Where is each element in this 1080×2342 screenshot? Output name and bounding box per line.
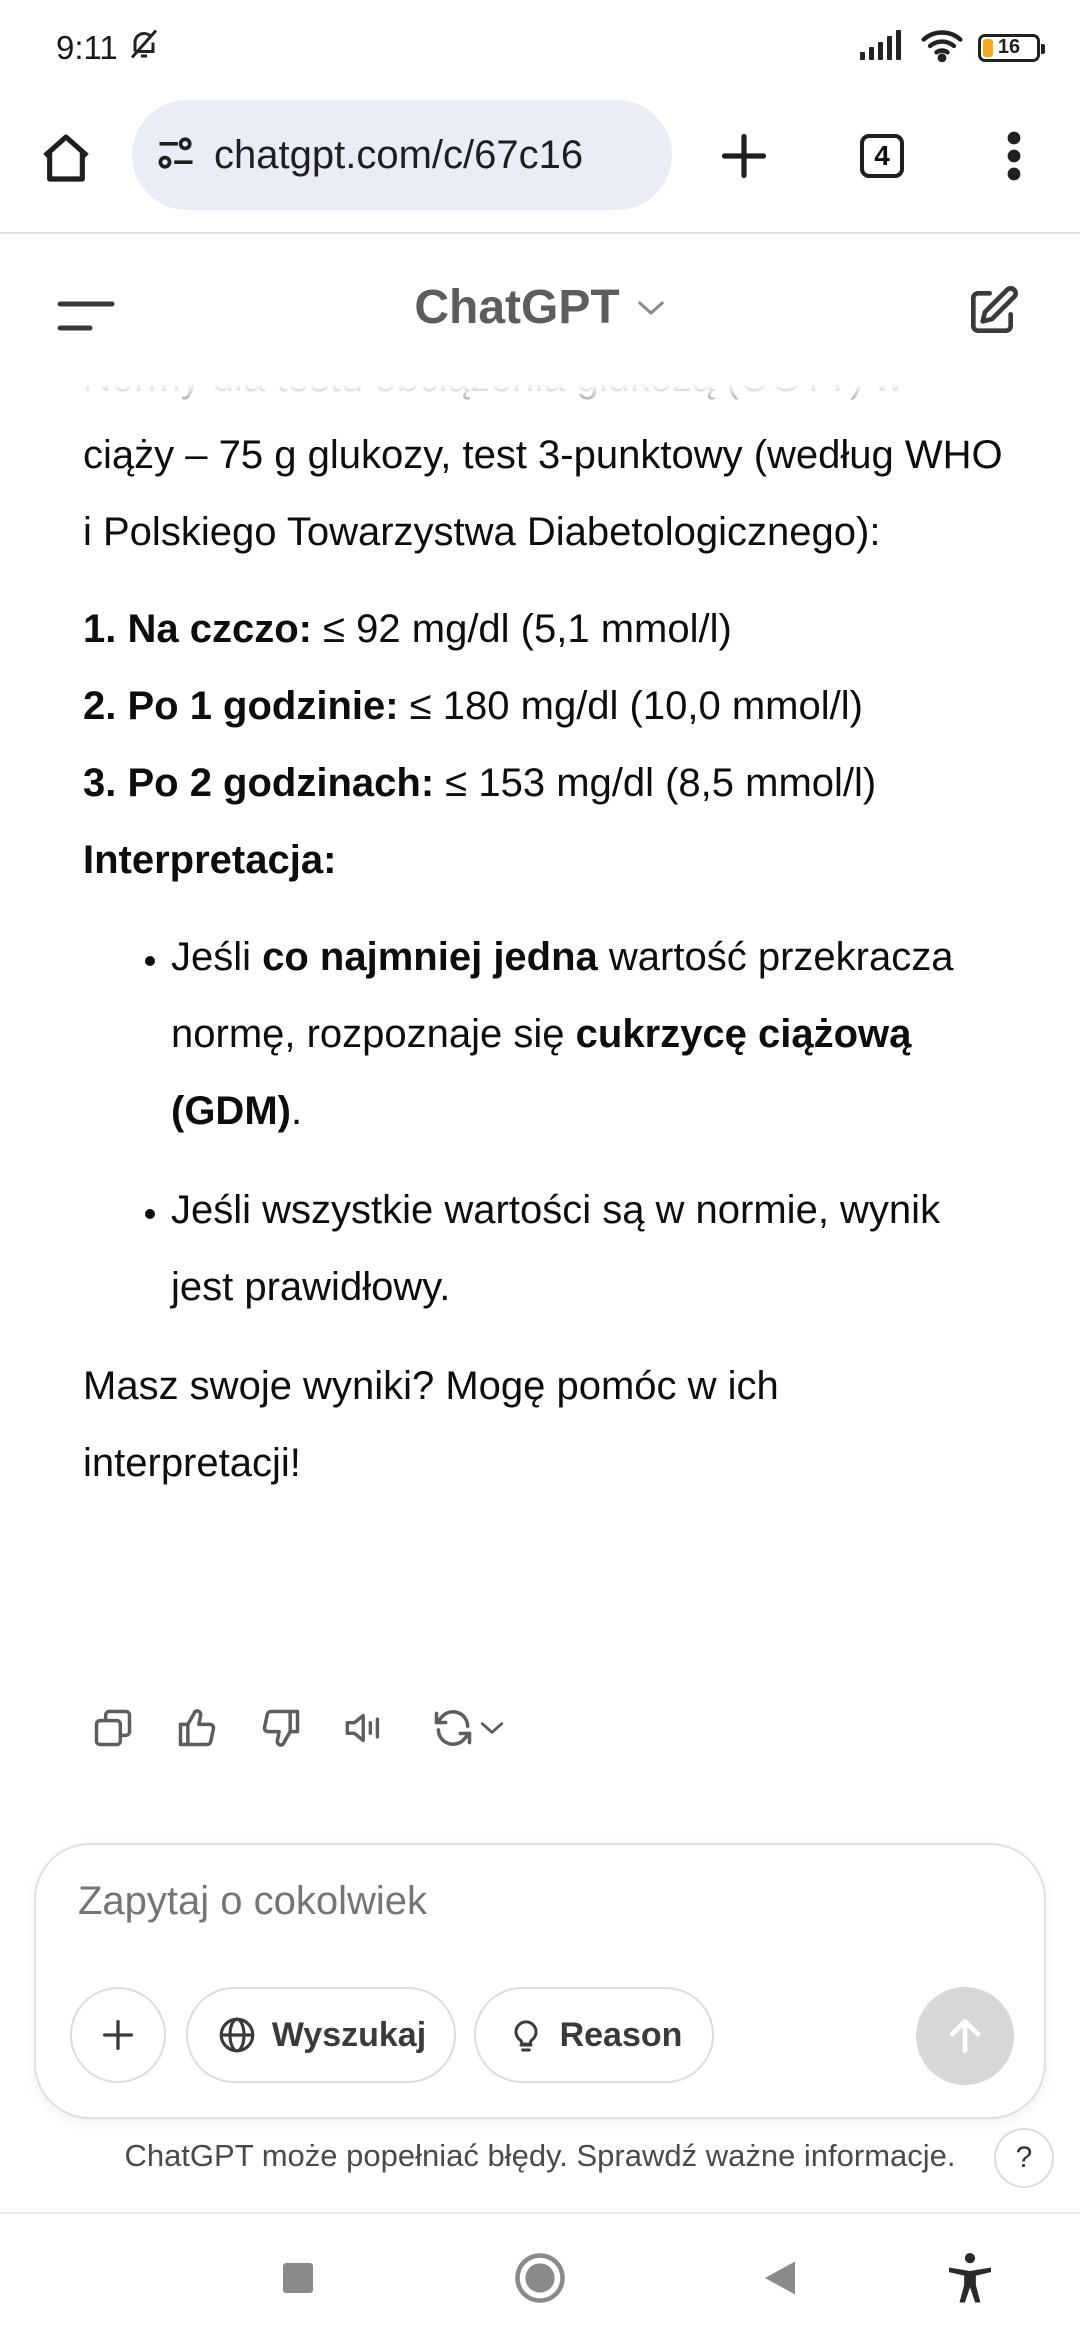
interpretation-item (171, 919, 1003, 1150)
header-fade (0, 384, 1080, 432)
composer (34, 1843, 1046, 2119)
new-chat-button[interactable] (964, 284, 1024, 344)
chat-header (0, 234, 1080, 384)
search-label: Wyszukaj (271, 2015, 427, 2054)
text-segment: Jeśli (171, 935, 263, 979)
back-button[interactable] (744, 2242, 816, 2314)
plus-icon (718, 130, 770, 182)
back-triangle-icon (762, 2258, 798, 2298)
home-button[interactable] (30, 122, 102, 194)
plus-icon (98, 2015, 138, 2055)
assistant-message (83, 340, 1003, 1502)
globe-icon (216, 2014, 258, 2056)
thumbs-down-icon (259, 1706, 303, 1750)
accessibility-button[interactable] (934, 2242, 1006, 2314)
battery-icon (978, 34, 1040, 62)
tab-count: 4 (860, 134, 904, 178)
thumbs-up-button[interactable] (170, 1701, 224, 1755)
copy-icon (91, 1706, 135, 1750)
status-time: 9:11 (56, 29, 118, 66)
norm-label: 3. Po 2 godzinach: (83, 761, 435, 805)
attach-button[interactable] (70, 1987, 166, 2083)
norm-value: ≤ 153 mg/dl (8,5 mmol/l) (434, 761, 877, 805)
bold-segment: co najmniej jedna (262, 935, 598, 979)
bold-segment: cukrzycę ciążową (GDM) (171, 1012, 912, 1133)
url-text: chatgpt.com/c/67c16 (214, 132, 584, 177)
edit-icon (964, 284, 1020, 340)
interpretation-heading: Interpretacja: (83, 838, 337, 882)
model-selector[interactable] (0, 280, 1080, 335)
accessibility-icon (942, 2250, 998, 2306)
new-tab-button[interactable] (708, 120, 780, 192)
status-time-group (56, 26, 162, 70)
text-segment: wartość przekracza normę, rozpoznaje się (171, 935, 954, 1056)
search-button[interactable] (186, 1987, 456, 2083)
message-intro: ciąży – 75 g glukozy, test 3-punktowy (według WHO i Polskiego Towarzystwa Diabetologicznego): (83, 433, 1003, 554)
copy-button[interactable] (86, 1701, 140, 1755)
norm-label: 2. Po 1 godzinie: (83, 684, 399, 728)
tab-switcher-button[interactable] (846, 120, 918, 192)
home-icon (38, 130, 94, 186)
arrow-up-icon (943, 2014, 987, 2058)
square-icon (280, 2260, 316, 2296)
status-bar (0, 0, 1080, 96)
system-nav-bar (0, 2212, 1080, 2342)
regenerate-icon (431, 1706, 475, 1750)
signal-icon (858, 30, 906, 65)
norm-item (83, 745, 1003, 822)
battery-level: 16 (997, 36, 1021, 58)
chevron-down-icon (479, 1720, 505, 1736)
norm-item (83, 668, 1003, 745)
browser-menu-button[interactable] (982, 120, 1046, 192)
interpretation-list (83, 919, 1003, 1326)
disclaimer: ChatGPT może popełniać błędy. Sprawdź ważne informacje. (124, 2138, 956, 2173)
message-actions (86, 1696, 514, 1760)
norm-value: ≤ 180 mg/dl (10,0 mmol/l) (398, 684, 863, 728)
norm-label: 1. Na czczo: (83, 607, 312, 651)
chevron-down-icon (636, 298, 666, 318)
thumbs-up-icon (175, 1706, 219, 1750)
text-segment: . (290, 1089, 303, 1133)
send-button[interactable] (916, 1987, 1014, 2085)
norms-list (83, 591, 1003, 822)
more-vertical-icon (1006, 130, 1022, 182)
thumbs-down-button[interactable] (254, 1701, 308, 1755)
recents-button[interactable] (262, 2242, 334, 2314)
status-icons (858, 28, 1040, 67)
closing-text: Masz swoje wyniki? Mogę pomóc w ich interpretacji! (83, 1364, 779, 1485)
regenerate-button[interactable] (422, 1701, 514, 1755)
interpretation-item: • Jeśli wszystkie wartości są w normie, wynik jest prawidłowy. (171, 1172, 1003, 1326)
help-label: ? (1015, 2141, 1033, 2174)
circle-home-icon (513, 2251, 567, 2305)
reason-label: Reason (559, 2015, 683, 2054)
norm-value: ≤ 92 mg/dl (5,1 mmol/l) (311, 607, 732, 651)
chat-title: ChatGPT (414, 281, 620, 334)
browser-toolbar (0, 96, 1080, 234)
home-nav-button[interactable] (504, 2242, 576, 2314)
read-aloud-button[interactable] (338, 1701, 392, 1755)
read-aloud-icon (342, 1706, 388, 1750)
reason-button[interactable] (474, 1987, 714, 2083)
message-input[interactable] (78, 1879, 978, 1924)
site-settings-icon[interactable] (154, 131, 198, 180)
address-bar[interactable] (132, 100, 672, 210)
norm-item (83, 591, 1003, 668)
lightbulb-icon (506, 2014, 546, 2056)
help-button[interactable] (994, 2128, 1054, 2188)
wifi-icon (920, 28, 964, 67)
bell-muted-icon (126, 26, 162, 70)
